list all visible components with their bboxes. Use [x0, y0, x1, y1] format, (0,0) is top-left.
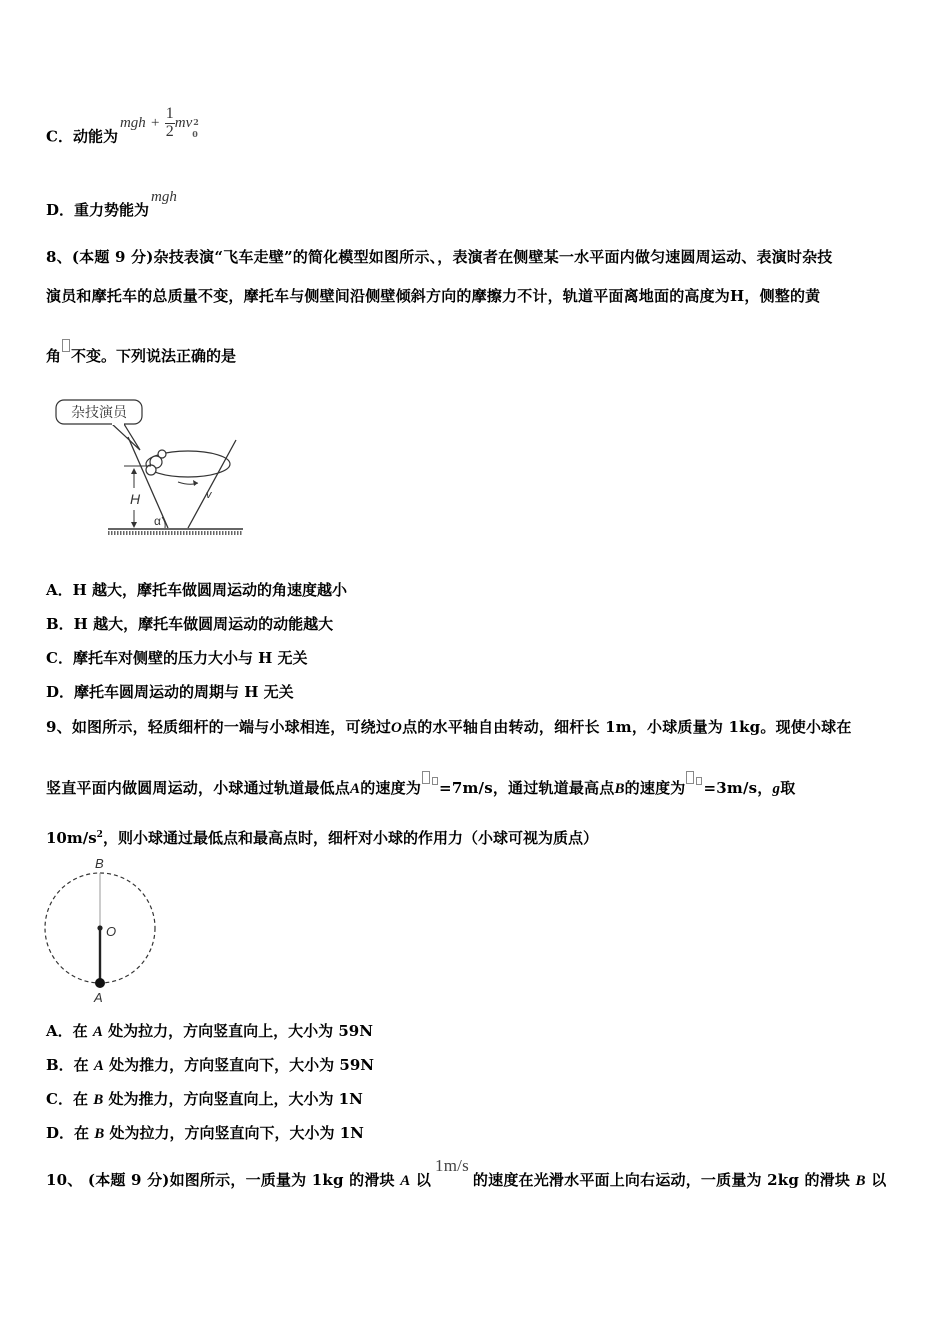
q8-stem-line3: 角 不变。下列说法正确的是: [46, 345, 236, 366]
q9-stem-line3: $10m/s^2$，则小球通过最低点和最高点时，细杆对小球的作用力（小球可视为质点）: [46, 829, 598, 847]
q9-stem-line1: 9、如图所示，轻质细杆的一端与小球相连，可绕过O点的水平轴自由转动，细杆长 1m，小球质量为 1kg。现使小球在: [46, 718, 852, 736]
q8-stem-line2: 演员和摩托车的总质量不变，摩托车与侧壁间沿侧壁倾斜方向的摩擦力不计，轨道平面离地面的高度为H，侧整的黄: [46, 287, 821, 305]
missing-symbol-icon: [696, 777, 702, 785]
q8-stem-line1: 8、(本题 9 分)杂技表演“飞车走壁”的简化模型如图所示、，表演者在侧壁某一水平面内做匀速圆周运动、表演时杂技: [46, 248, 833, 266]
q9-option-b: B．在 A 处为推力，方向竖直向下，大小为 59N: [46, 1056, 374, 1074]
velocity-label: v: [206, 489, 212, 501]
missing-symbol-icon: [62, 339, 70, 352]
missing-symbol-icon: [432, 777, 438, 785]
q7-option-c: [46, 105, 200, 155]
point-o-label: O: [106, 924, 117, 939]
q8-option-d: D．摩托车圆周运动的周期与 H 无关: [46, 683, 294, 701]
height-label: H: [130, 491, 141, 507]
q9-option-a: A．在 A 处为拉力，方向竖直向上，大小为 59N: [46, 1022, 373, 1040]
q7-option-c-formula: mgh + $\frac{1}{2}$ mv 2 0: [119, 105, 199, 140]
ball: [95, 978, 105, 988]
missing-symbol-icon: [422, 771, 430, 784]
angle-label: α: [154, 514, 161, 528]
q7-option-d: [46, 189, 177, 220]
half-fraction: $\frac{1}{2}$: [165, 105, 174, 140]
q8-figure: [48, 392, 248, 542]
q8-option-b: B．H 越大，摩托车做圆周运动的动能越大: [46, 615, 334, 633]
point-a-label: A: [94, 990, 103, 1005]
point-b-label: B: [95, 856, 104, 871]
q9-option-d: D．在 B 处为拉力，方向竖直向下，大小为 1N: [46, 1124, 364, 1142]
q10-speed: 1m/s: [435, 1156, 469, 1175]
q7-option-d-formula: mgh: [151, 189, 177, 205]
q8-option-c: C．摩托车对侧壁的压力大小与 H 无关: [46, 649, 308, 667]
angle-arc: [162, 517, 165, 528]
q8-option-a: A．H 越大，摩托车做圆周运动的角速度越小: [46, 581, 348, 599]
q7-option-c-label: C．动能为: [46, 127, 118, 146]
pivot-point: [97, 925, 102, 930]
q7-option-d-label: D．重力势能为: [46, 201, 150, 219]
speech-bubble-tail: [112, 424, 140, 450]
q9-stem-line2: 竖直平面内做圆周运动，小球通过轨道最低点A的速度为 =7m/s，通过轨道最高点B的速度为 =3m/s，g取: [46, 777, 906, 798]
performer-head: [158, 450, 166, 458]
q9-figure: [40, 854, 164, 1006]
missing-symbol-icon: [686, 771, 694, 784]
q10-stem-line1: 10、 (本题 9 分)如图所示，一质量为 1kg 的滑块 A 以1m/s的速度在光滑水平面上向右运动，一质量为 2kg 的滑块 B 以: [46, 1156, 887, 1189]
q9-option-c: C．在 B 处为推力，方向竖直向上，大小为 1N: [46, 1090, 363, 1108]
bubble-label: 杂技演员: [71, 404, 127, 420]
